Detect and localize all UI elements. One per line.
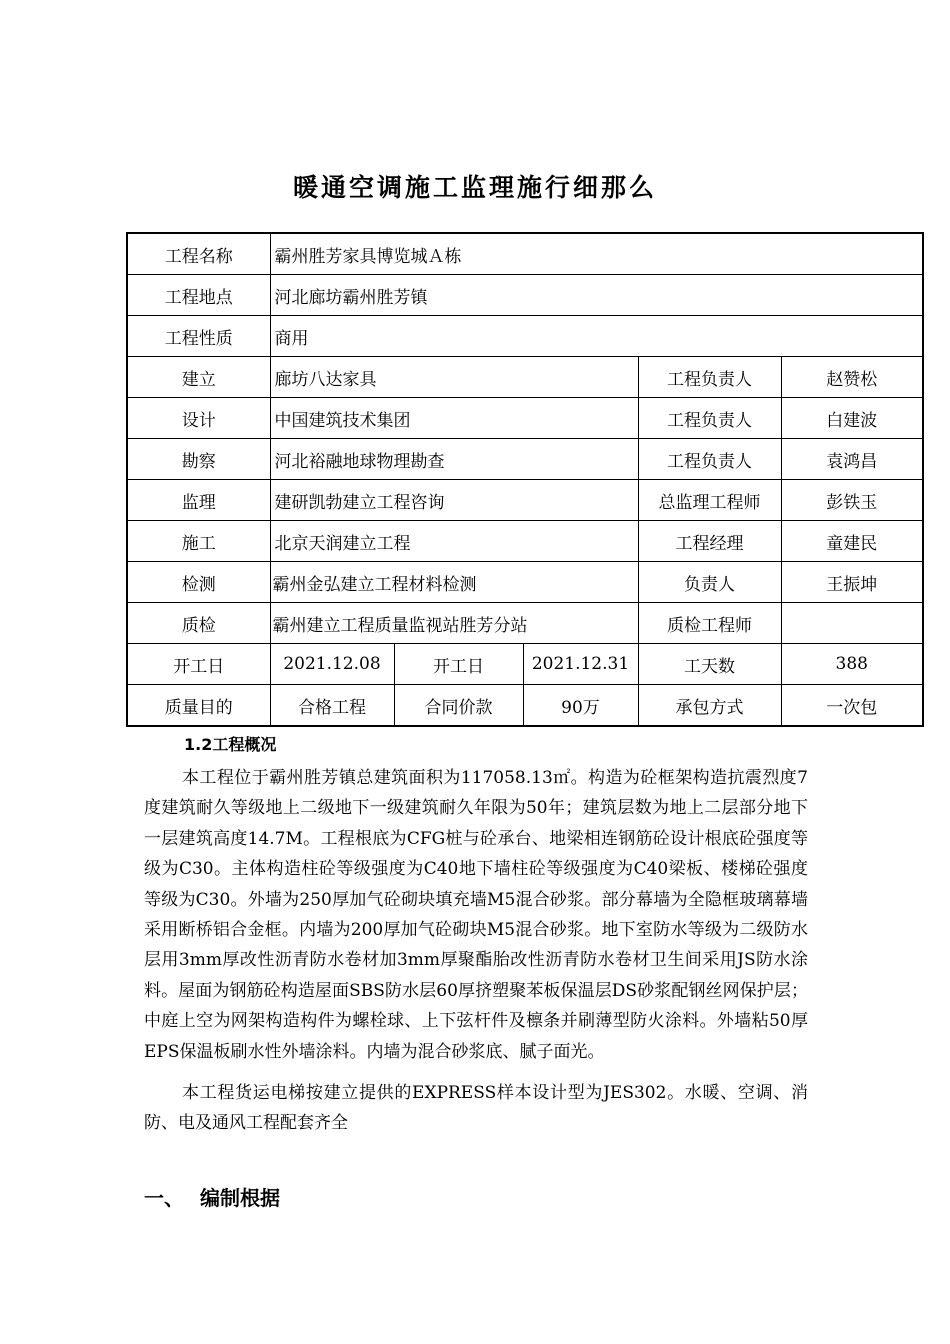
project-name-label: 工程名称 xyxy=(127,233,270,275)
party-title: 工程负责人 xyxy=(638,398,781,439)
party-person: 童建民 xyxy=(781,521,923,562)
party-company: 北京天润建立工程 xyxy=(270,521,638,562)
party-role: 勘察 xyxy=(127,439,270,480)
quality-value: 合格工程 xyxy=(270,685,394,727)
party-person: 袁鸿昌 xyxy=(781,439,923,480)
project-name-value: 霸州胜芳家具博览城Ａ栋 xyxy=(270,233,923,275)
party-person: 白建波 xyxy=(781,398,923,439)
party-company: 霸州金弘建立工程材料检测 xyxy=(270,562,638,603)
section-label: 编制根据 xyxy=(200,1186,280,1210)
party-role: 监理 xyxy=(127,480,270,521)
table-row xyxy=(127,644,923,685)
party-role: 施工 xyxy=(127,521,270,562)
section-number: 一、 xyxy=(144,1186,184,1210)
party-company: 廊坊八达家具 xyxy=(270,357,638,398)
project-nature-value: 商用 xyxy=(270,316,923,357)
table-row xyxy=(127,603,923,644)
party-person xyxy=(781,603,923,644)
contract-price-label: 合同价款 xyxy=(394,685,523,727)
elevator-paragraph: 本工程货运电梯按建立提供的EXPRESS样本设计型为JES302。水暖、空调、消防、电及通风工程配套齐全 xyxy=(144,1083,808,1134)
start-date-label: 开工日 xyxy=(127,644,270,685)
start-date-value: 2021.12.08 xyxy=(270,644,394,685)
contract-mode-value: 一次包 xyxy=(781,685,923,727)
table-row xyxy=(127,275,923,316)
table-row xyxy=(127,398,923,439)
project-location-label: 工程地点 xyxy=(127,275,270,316)
end-date-value: 2021.12.31 xyxy=(523,644,638,685)
party-company: 霸州建立工程质量监视站胜芳分站 xyxy=(270,603,638,644)
quality-label: 质量目的 xyxy=(127,685,270,727)
table-row xyxy=(127,521,923,562)
table-row xyxy=(127,357,923,398)
party-role: 检测 xyxy=(127,562,270,603)
party-title: 负责人 xyxy=(638,562,781,603)
table-row xyxy=(127,316,923,357)
party-company: 建研凯勃建立工程咨询 xyxy=(270,480,638,521)
contract-price-value: 90万 xyxy=(523,685,638,727)
document-title: 暖通空调施工监理施行细那么 xyxy=(292,173,657,202)
table-row xyxy=(127,233,923,275)
party-role: 质检 xyxy=(127,603,270,644)
work-days-label: 工天数 xyxy=(638,644,781,685)
table-row xyxy=(127,685,923,727)
project-location-value: 河北廊坊霸州胜芳镇 xyxy=(270,275,923,316)
party-company: 河北裕融地球物理勘查 xyxy=(270,439,638,480)
end-date-label: 开工日 xyxy=(394,644,523,685)
party-person: 赵赞松 xyxy=(781,357,923,398)
subheading-project-overview: 1.2工程概况 xyxy=(184,735,277,754)
party-role: 设计 xyxy=(127,398,270,439)
overview-paragraph: 本工程位于霸州胜芳镇总建筑面积为117058.13㎡。构造为砼框架构造抗震烈度7度建筑耐久等级地上二级地下一级建筑耐久年限为50年；建筑层数为地上二层部分地下一层建筑高度14.7M。工程根底为CFG桩与砼承台、地梁相连钢筋砼设计根底砼强度等级为C30。主体构造柱砼等级强度为C40地下墙柱砼等级强度为C40梁板、楼梯砼强度等级为C30。外墙为250厚加气砼砌块填充墙M5混合砂浆。部分幕墙为全隐框玻璃幕墙采用断桥铝合金框。内墙为200厚加气砼砌块M5混合砂浆。地下室防水等级为二级防水层用3mm厚改性沥青防水卷材加3mm厚聚酯胎改性沥青防水卷材卫生间采用JS防水涂料。屋面为钢筋砼构造屋面SBS防水层60厚挤塑聚苯板保温层DS砂浆配钢丝网保护层；中庭上空为网架构造构件为螺栓球、上下弦杆件及檩条并刷薄型防火涂料。外墙粘50厚EPS保温板刷水性外墙涂料。内墙为混合砂浆底、腻子面光。 xyxy=(144,768,808,1062)
work-days-value: 388 xyxy=(781,644,923,685)
party-person: 彭铁玉 xyxy=(781,480,923,521)
project-info-table xyxy=(126,232,924,727)
table-row xyxy=(127,562,923,603)
section-heading xyxy=(144,1182,280,1211)
party-title: 总监理工程师 xyxy=(638,480,781,521)
party-title: 工程经理 xyxy=(638,521,781,562)
table-row xyxy=(127,480,923,521)
party-title: 工程负责人 xyxy=(638,357,781,398)
party-title: 质检工程师 xyxy=(638,603,781,644)
contract-mode-label: 承包方式 xyxy=(638,685,781,727)
project-nature-label: 工程性质 xyxy=(127,316,270,357)
table-row xyxy=(127,439,923,480)
party-company: 中国建筑技术集团 xyxy=(270,398,638,439)
party-person: 王振坤 xyxy=(781,562,923,603)
party-title: 工程负责人 xyxy=(638,439,781,480)
party-role: 建立 xyxy=(127,357,270,398)
